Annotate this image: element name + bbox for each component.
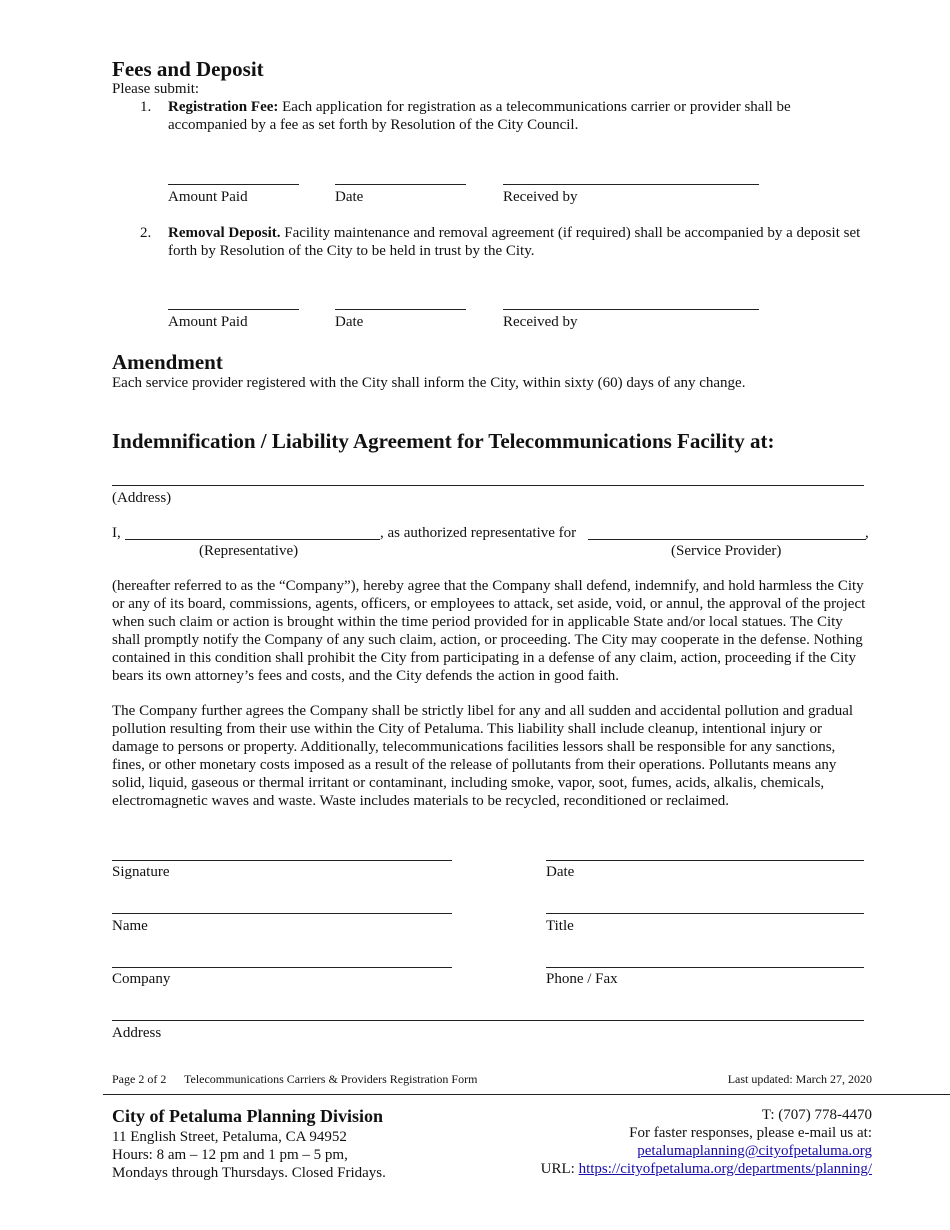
- email-link[interactable]: petalumaplanning@cityofpetaluma.org: [637, 1143, 872, 1159]
- phone-fax-label: Phone / Fax: [546, 971, 618, 987]
- email-link-wrap: [637, 1142, 872, 1160]
- representative-label: (Representative): [199, 543, 299, 559]
- signer-address-label: Address: [112, 1025, 162, 1041]
- amount-paid-line-1[interactable]: [168, 184, 299, 185]
- title-label: Title: [546, 918, 574, 934]
- item-2-body: Facility maintenance and removal agreement (if required) shall be accompanied by a deposit set forth by Resolution of the City to be held in trust by the City.: [168, 225, 861, 259]
- signature-date-label: Date: [546, 864, 575, 880]
- received-by-line-2[interactable]: [503, 309, 759, 310]
- item-1-text: [168, 98, 868, 134]
- item-2-bold: Removal Deposit.: [168, 225, 281, 241]
- amount-paid-label-2: Amount Paid: [168, 314, 248, 330]
- last-updated: Last updated: March 27, 2020: [727, 1072, 872, 1086]
- amount-paid-line-2[interactable]: [168, 309, 299, 310]
- received-by-line-1[interactable]: [503, 184, 759, 185]
- signer-address-line[interactable]: [112, 1020, 864, 1021]
- form-name: Telecommunications Carriers & Providers Registration Form: [184, 1072, 478, 1086]
- org-name: City of Petaluma Planning Division: [112, 1106, 384, 1126]
- email-prompt: For faster responses, please e-mail us at:: [629, 1125, 872, 1141]
- indemnity-paragraph: (hereafter referred to as the “Company”), hereby agree that the Company shall defend, indemnify, and hold harmless the City or any of its board, commissions, agents, officers, or employees to attack, set aside, void, or annul, the approval of the project when such claim or action is brought within the time period provided for in applicable State and/or local statues. The City shall promptly notify the Company of any such claim, action, or proceeding. The City may cooperate in the defense. Nothing contained in this condition shall prohibit the City from participating in a defense of any claim, action, proceeding if the City bears its own attorney’s fees and costs, and the City defends the action in good faith.: [112, 578, 866, 684]
- date-label-1: Date: [335, 189, 364, 205]
- footer-divider: [103, 1094, 950, 1095]
- amendment-heading: Amendment: [112, 350, 223, 374]
- fees-heading: Fees and Deposit: [112, 57, 264, 81]
- name-label: Name: [112, 918, 148, 934]
- item-2-text: [168, 224, 868, 260]
- service-provider-label: (Service Provider): [671, 543, 782, 559]
- facility-address-line[interactable]: [112, 485, 864, 486]
- trailing-comma: ,: [865, 525, 869, 541]
- item-1-number: 1.: [140, 99, 152, 115]
- item-1-body: Each application for registration as a telecommunications carrier or provider shall be accompanied by a fee as set forth by Resolution of the City Council.: [168, 99, 791, 133]
- date-line-1[interactable]: [335, 184, 466, 185]
- address-label: (Address): [112, 490, 172, 506]
- office-hours: Hours: 8 am – 12 pm and 1 pm – 5 pm,: [112, 1147, 348, 1163]
- signature-date-line[interactable]: [546, 860, 864, 861]
- pollution-paragraph: The Company further agrees the Company shall be strictly libel for any and all sudden and accidental pollution and gradual pollution resulting from their use within the City of Petaluma. This liability shall include cleanup, intentional injury or damage to persons or property. Additionally, telecommunications facilities lessors shall be responsible for any sanctions, fines, or other monetary costs imposed as a result of the release of pollutants from their operations. Pollutants means any solid, liquid, gaseous or thermal irritant or contaminant, including smoke, vapor, soot, fumes, acids, alkalis, chemicals, electromagnetic waves and waste. Waste includes materials to be recycled, reconditioned or reclaimed.: [112, 703, 854, 809]
- amendment-text: Each service provider registered with the City shall inform the City, within sixty (60) days of any change.: [112, 375, 746, 391]
- street-address: 11 English Street, Petaluma, CA 94952: [112, 1129, 347, 1145]
- indemnification-heading: Indemnification / Liability Agreement for Telecommunications Facility at:: [112, 429, 775, 453]
- representative-line[interactable]: [125, 539, 380, 540]
- company-label: Company: [112, 971, 171, 987]
- fees-intro: Please submit:: [112, 81, 200, 97]
- company-line[interactable]: [112, 967, 452, 968]
- url-label: URL:: [540, 1161, 575, 1177]
- planning-url-link[interactable]: https://cityofpetaluma.org/departments/planning/: [578, 1161, 872, 1177]
- signature-line[interactable]: [112, 860, 452, 861]
- phone-fax-line[interactable]: [546, 967, 864, 968]
- name-line[interactable]: [112, 913, 452, 914]
- title-line[interactable]: [546, 913, 864, 914]
- date-line-2[interactable]: [335, 309, 466, 310]
- page-number: Page 2 of 2: [112, 1072, 167, 1086]
- item-1-bold: Registration Fee:: [168, 99, 279, 115]
- received-by-label-2: Received by: [503, 314, 578, 330]
- service-provider-line[interactable]: [588, 539, 866, 540]
- phone-number: T: (707) 778-4470: [761, 1107, 872, 1123]
- office-days: Mondays through Thursdays. Closed Fridays.: [112, 1165, 386, 1181]
- i-prefix: I,: [112, 525, 121, 541]
- signature-label: Signature: [112, 864, 170, 880]
- amount-paid-label-1: Amount Paid: [168, 189, 248, 205]
- date-label-2: Date: [335, 314, 364, 330]
- authorized-rep-text: , as authorized representative for: [380, 525, 577, 541]
- received-by-label-1: Received by: [503, 189, 578, 205]
- url-row: [541, 1160, 872, 1178]
- item-2-number: 2.: [140, 225, 152, 241]
